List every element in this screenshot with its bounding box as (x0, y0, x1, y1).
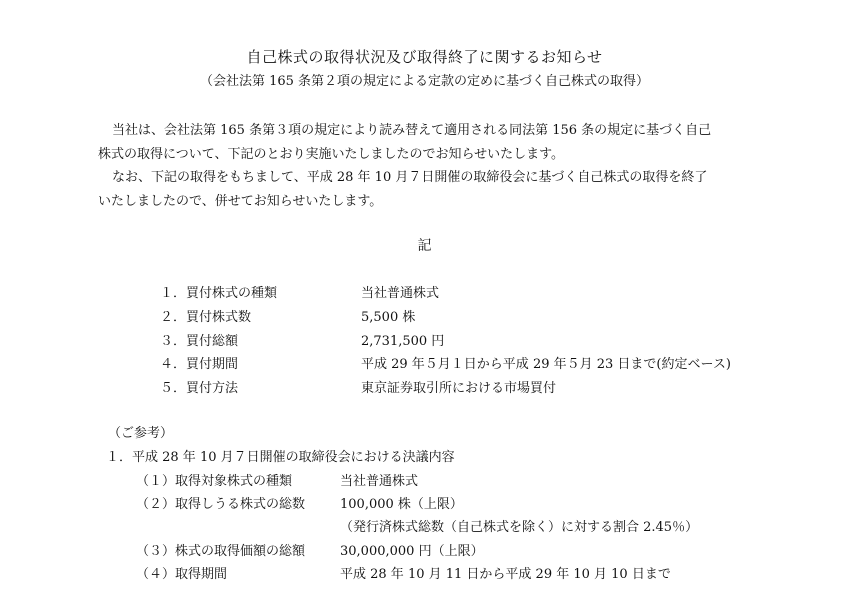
item-value: 当社普通株式 (361, 286, 440, 301)
paragraph-1-line-2: 株式の取得について、下記のとおり実施いたしましたのでお知らせいたします。 (98, 147, 565, 162)
paragraph-2 (98, 166, 758, 214)
reference-value: 100,000 株（上限） (340, 497, 463, 512)
item-value: 平成 29 年５月１日から平成 29 年５月 23 日まで(約定ベース) (361, 357, 731, 372)
item-value: 東京証券取引所における市場買付 (361, 381, 557, 396)
paragraph-2-line-1: なお、下記の取得をもちまして、平成 28 年 10 月７日開催の取締役会に基づく自己株式の取得を終了 (112, 170, 708, 185)
reference-label: （２）取得しうる株式の総数 (136, 497, 306, 512)
paragraph-1 (98, 119, 758, 167)
ki-heading: 記 (417, 238, 432, 254)
reference-label: （４）取得期間 (136, 567, 228, 582)
reference-label: （１）取得対象株式の種類 (136, 474, 293, 489)
item-value: 2,731,500 円 (361, 334, 445, 349)
item-label: ２．買付株式数 (160, 310, 252, 325)
reference-value: 平成 28 年 10 月 11 日から平成 29 年 10 月 10 日まで (340, 567, 671, 582)
item-label: ３．買付総額 (160, 334, 239, 349)
item-label: ４．買付期間 (160, 357, 239, 372)
document-subtitle: （会社法第 165 条第２項の規定による定款の定めに基づく自己株式の取得） (199, 74, 650, 89)
item-label: １．買付株式の種類 (160, 286, 278, 301)
reference-value: 30,000,000 円（上限） (340, 544, 484, 559)
reference-label: （３）株式の取得価額の総額 (136, 544, 306, 559)
item-label: ５．買付方法 (160, 381, 239, 396)
document-title: 自己株式の取得状況及び取得終了に関するお知らせ (246, 48, 603, 66)
reference-value: 当社普通株式 (340, 474, 419, 489)
paragraph-2-line-2: いたしましたので、併せてお知らせいたします。 (98, 194, 383, 209)
reference-section-title: １．平成 28 年 10 月７日開催の取締役会における決議内容 (106, 450, 455, 465)
reference-value: （発行済株式総数（自己株式を除く）に対する割合 2.45％） (340, 520, 699, 535)
paragraph-1-line-1: 当社は、会社法第 165 条第３項の規定により読み替えて適用される同法第 156 条の規定に基づく自己 (112, 123, 712, 138)
reference-heading: （ご参考） (108, 426, 174, 441)
item-value: 5,500 株 (361, 310, 416, 325)
